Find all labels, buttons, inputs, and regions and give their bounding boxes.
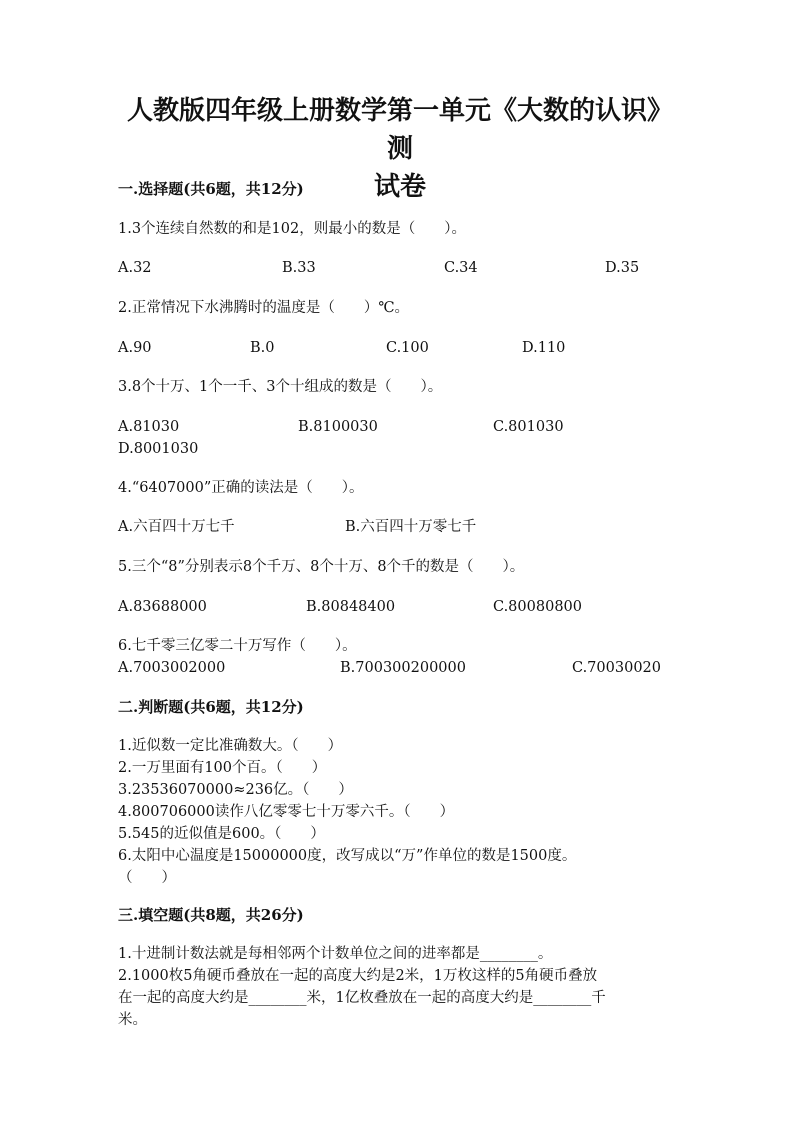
option-c: C.100 <box>386 340 429 356</box>
question-stem: 5.三个“8”分别表示8个千万、8个十万、8个千的数是（ ）。 <box>118 559 525 575</box>
section-heading-fill-blank: 三.填空题(共8题，共26分) <box>118 906 304 924</box>
option-d: D.110 <box>522 340 566 356</box>
section-heading-judgment: 二.判断题(共6题，共12分) <box>118 698 304 716</box>
judgment-item: 6.太阳中心温度是15000000度，改写成以“万”作单位的数是1500度。 <box>118 848 577 864</box>
judgment-item: 5.545的近似值是600。（ ） <box>118 826 325 842</box>
question-stem: 3.8个十万、1个一千、3个十组成的数是（ ）。 <box>118 379 443 395</box>
option-c: C.80080800 <box>493 599 582 615</box>
question-stem: 6.七千零三亿零二十万写作（ ）。 <box>118 638 357 654</box>
fill-blank-item: 2.1000枚5角硬币叠放在一起的高度大约是2米，1万枚这样的5角硬币叠放 <box>118 968 598 984</box>
option-b: B.六百四十万零七千 <box>345 519 477 535</box>
option-a: A.7003002000 <box>118 660 226 676</box>
question-stem: 1.3个连续自然数的和是102，则最小的数是（ ）。 <box>118 221 466 237</box>
option-b: B.700300200000 <box>340 660 466 676</box>
option-c: C.34 <box>444 260 478 276</box>
fill-blank-item-line: 在一起的高度大约是________米，1亿枚叠放在一起的高度大约是________千 <box>118 990 606 1006</box>
option-c: C.70030020 <box>572 660 661 676</box>
option-a: A.90 <box>118 340 152 356</box>
option-a: A.83688000 <box>118 599 207 615</box>
option-a: A.81030 <box>118 419 180 435</box>
title-line-1: 人教版四年级上册数学第一单元《大数的认识》测 <box>126 96 673 164</box>
option-d: D.35 <box>605 260 640 276</box>
option-b: B.33 <box>282 260 316 276</box>
judgment-item: 3.23536070000≈236亿。（ ） <box>118 782 353 798</box>
fill-blank-item-line: 米。 <box>118 1012 147 1028</box>
option-a: A.六百四十万七千 <box>118 519 235 535</box>
question-stem: 4.“6407000”正确的读法是（ ）。 <box>118 480 364 496</box>
option-c: C.801030 <box>493 419 564 435</box>
option-b: B.0 <box>250 340 275 356</box>
option-b: B.80848400 <box>306 599 396 615</box>
judgment-item: 2.一万里面有100个百。（ ） <box>118 760 327 776</box>
section-heading-choice: 一.选择题(共6题，共12分) <box>118 180 304 198</box>
option-d: D.8001030 <box>118 441 199 457</box>
option-b: B.8100030 <box>298 419 378 435</box>
judgment-item-continuation: （ ） <box>118 870 176 886</box>
judgment-item: 4.800706000读作八亿零零七十万零六千。（ ） <box>118 804 455 820</box>
question-stem: 2.正常情况下水沸腾时的温度是（ ）℃。 <box>118 300 410 316</box>
title-line-2: 试卷 <box>373 172 426 202</box>
option-a: A.32 <box>118 260 152 276</box>
fill-blank-item: 1.十进制计数法就是每相邻两个计数单位之间的进率都是________。 <box>118 946 553 962</box>
judgment-item: 1.近似数一定比准确数大。（ ） <box>118 738 343 754</box>
